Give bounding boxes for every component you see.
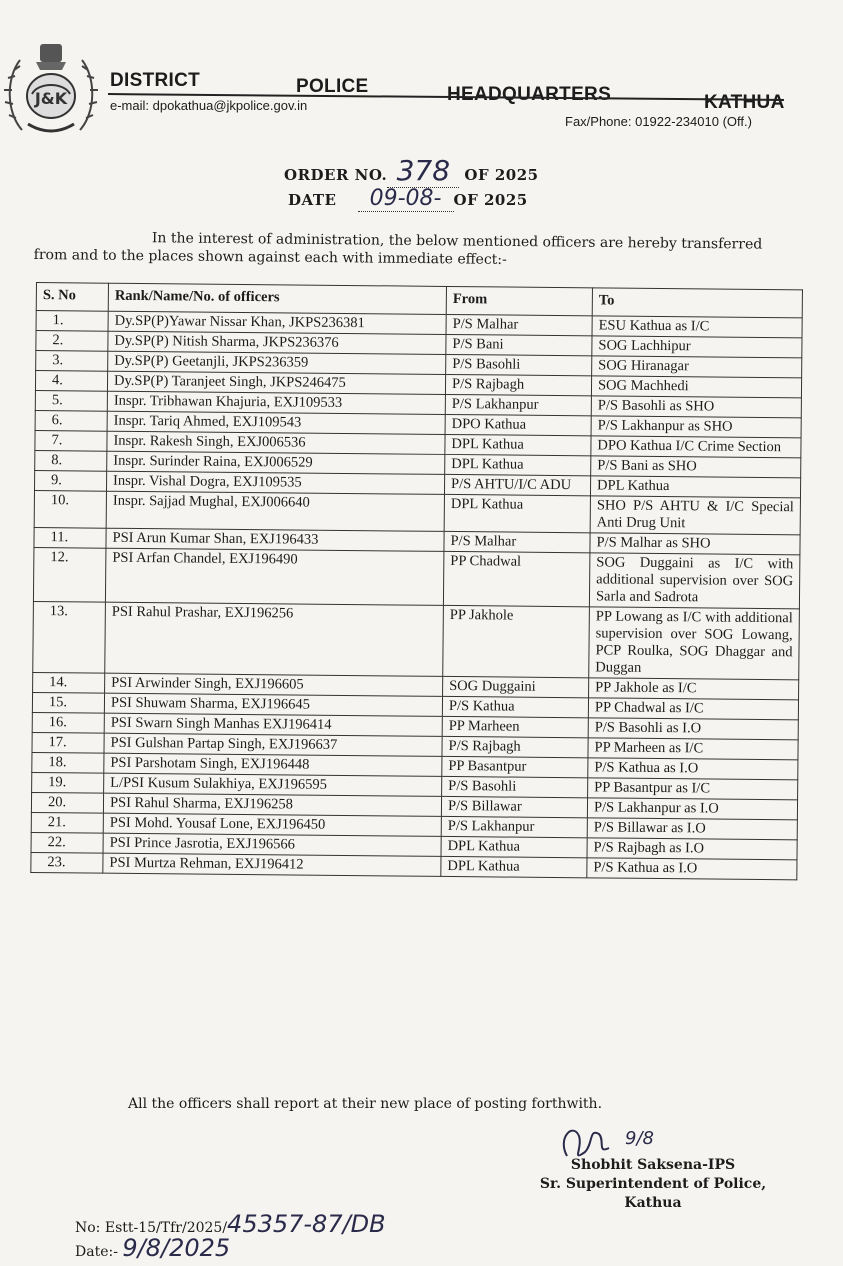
row-sno: 5. [35,390,107,411]
signature-date: 9/8 [625,1128,654,1149]
row-to: SHO P/S AHTU & I/C Special Anti Drug Unit [590,496,800,535]
officer-designation: Sr. Superintendent of Police, [539,1176,767,1192]
row-to: SOG Lachhipur [592,336,802,358]
row-sno: 16. [32,712,104,733]
row-from: P/S Rajbagh [442,736,588,757]
row-officer: Dy.SP(P)Yawar Nissar Khan, JKPS236381 [108,311,446,334]
row-from: DPL Kathua [444,494,590,532]
row-from: P/S Rajbagh [445,374,591,395]
row-officer: Inspr. Surinder Raina, EXJ006529 [107,451,445,474]
footer-reference [75,1210,386,1262]
row-to: PP Marheen as I/C [588,738,798,760]
row-sno: 9. [34,470,106,491]
row-from: P/S Lakhanpur [445,394,591,415]
row-sno: 23. [31,852,103,873]
header-email: e-mail: dpokathua@jkpolice.gov.in [110,98,308,113]
row-officer: Inspr. Vishal Dogra, EXJ109535 [106,471,444,494]
row-from: PP Chadwal [443,551,590,606]
footer-date-handwritten: 9/8/2025 [122,1234,231,1262]
row-to: PP Basantpur as I/C [588,778,798,800]
header-district: DISTRICT [110,70,201,91]
table-row [33,601,800,679]
signature-block [538,1156,768,1213]
row-from: P/S AHTU/I/C ADU [444,474,590,495]
row-from: DPO Kathua [445,414,591,435]
header-from: From [446,286,592,315]
row-to: ESU Kathua as I/C [592,316,802,338]
row-to: DPL Kathua [590,476,800,498]
header-name: Rank/Name/No. of officers [108,283,446,314]
row-to: SOG Duggaini as I/C with additional supervision over SOG Sarla and Sadrota [589,553,800,609]
row-officer: Inspr. Rakesh Singh, EXJ006536 [107,431,445,454]
row-officer: PSI Prince Jasrotia, EXJ196566 [103,833,441,856]
intro-paragraph: In the interest of administration, the below mentioned officers are hereby transferred from and to the places shown against each with immediate effect:- [33,230,763,268]
row-from: PP Marheen [442,716,588,737]
row-to: P/S Basohli as SHO [591,396,801,418]
row-sno: 3. [36,351,108,372]
row-from: P/S Basohli [442,776,588,797]
row-sno: 12. [33,547,106,602]
row-sno: 6. [35,410,107,431]
row-from: PP Basantpur [442,756,588,777]
row-sno: 13. [33,601,106,673]
row-from: DPL Kathua [445,454,591,475]
order-date: 09-08- [358,186,454,212]
row-sno: 19. [32,772,104,793]
row-sno: 11. [34,527,106,548]
header-kathua: KATHUA [704,92,785,113]
row-to: P/S Kathua as I.O [587,858,797,880]
row-to: PP Jakhole as I/C [589,678,799,700]
row-to: P/S Billawar as I.O [587,818,797,840]
row-to: P/S Kathua as I.O [588,758,798,780]
header-headquarters: HEADQUARTERS [447,84,612,105]
row-sno: 10. [34,490,106,528]
header-to: To [592,288,802,318]
row-officer: PSI Shuwam Sharma, EXJ196645 [104,693,442,716]
row-from: P/S Kathua [442,696,588,717]
row-sno: 15. [32,692,104,713]
row-from: PP Jakhole [443,605,590,677]
row-officer: Inspr. Sajjad Mughal, EXJ006640 [106,491,444,531]
row-sno: 22. [31,832,103,853]
row-from: P/S Malhar [444,531,590,552]
table-row [33,547,799,608]
row-sno: 2. [36,331,108,352]
row-to: P/S Rajbagh as I.O [587,838,797,860]
row-sno: 21. [31,812,103,833]
row-from: P/S Basohli [446,354,592,375]
row-officer: Dy.SP(P) Taranjeet Singh, JKPS246475 [107,371,445,394]
row-to: DPO Kathua I/C Crime Section [591,436,801,458]
row-officer: PSI Arfan Chandel, EXJ196490 [105,548,444,605]
row-to: P/S Malhar as SHO [590,533,800,555]
row-to: PP Chadwal as I/C [588,698,798,720]
row-from: DPL Kathua [445,434,591,455]
row-from: P/S Bani [446,334,592,355]
row-to: SOG Hiranagar [592,356,802,378]
date-label: DATE [288,191,337,209]
date-year: OF 2025 [453,191,528,209]
row-from: DPL Kathua [441,836,587,857]
order-number-line [284,154,539,188]
header-sno: S. No [36,283,108,312]
row-officer: PSI Rahul Prashar, EXJ196256 [105,602,444,676]
row-officer: PSI Arun Kumar Shan, EXJ196433 [106,528,444,551]
row-to: PP Lowang as I/C with additional supervision over SOG Lowang, PCP Roulka, SOG Dhaggar and Duggan [589,607,800,680]
officer-place: Kathua [624,1195,682,1211]
row-officer: Dy.SP(P) Nitish Sharma, JKPS236376 [108,331,446,354]
row-from: P/S Lakhanpur [441,816,587,837]
row-officer: Inspr. Tariq Ahmed, EXJ109543 [107,411,445,434]
closing-statement: All the officers shall report at their new place of posting forthwith. [128,1096,603,1112]
order-label: ORDER NO. [284,166,388,184]
row-from: DPL Kathua [441,856,587,877]
order-year: OF 2025 [464,166,539,184]
row-sno: 8. [35,450,107,471]
row-sno: 17. [32,732,104,753]
order-number: 378 [387,154,459,188]
footer-date-label: Date:- [75,1244,118,1260]
row-sno: 1. [36,311,108,332]
row-to: SOG Machhedi [591,376,801,398]
row-officer: PSI Arwinder Singh, EXJ196605 [105,673,443,696]
svg-text:J&K: J&K [34,89,68,108]
row-officer: PSI Murtza Rehman, EXJ196412 [103,853,441,876]
row-officer: Inspr. Tribhawan Khajuria, EXJ109533 [107,391,445,414]
row-sno: 18. [32,752,104,773]
row-officer: L/PSI Kusum Sulakhiya, EXJ196595 [104,773,442,796]
row-sno: 14. [33,672,105,693]
row-officer: PSI Swarn Singh Manhas EXJ196414 [104,713,442,736]
row-sno: 20. [31,792,103,813]
row-sno: 4. [35,371,107,392]
row-from: P/S Billawar [441,796,587,817]
row-officer: PSI Mohd. Yousaf Lone, EXJ196450 [103,813,441,836]
row-from: SOG Duggaini [443,676,589,697]
row-to: P/S Bani as SHO [591,456,801,478]
officer-name: Shobhit Saksena-IPS [570,1157,736,1173]
transfer-table [30,282,803,880]
jk-police-emblem [2,38,100,140]
order-date-line [288,186,528,212]
row-to: P/S Basohli as I.O [588,718,798,740]
row-officer: PSI Parshotam Singh, EXJ196448 [104,753,442,776]
row-to: P/S Lakhanpur as SHO [591,416,801,438]
row-officer: Dy.SP(P) Geetanjli, JKPS236359 [108,351,446,374]
footer-no-label: No: Estt-15/Tfr/2025/ [75,1220,228,1236]
row-officer: PSI Gulshan Partap Singh, EXJ196637 [104,733,442,756]
footer-no-handwritten: 45357-87/DB [227,1210,386,1238]
row-from: P/S Malhar [446,314,592,335]
row-officer: PSI Rahul Sharma, EXJ196258 [103,793,441,816]
row-sno: 7. [35,430,107,451]
row-to: P/S Lakhanpur as I.O [587,798,797,820]
header-police: POLICE [296,76,369,97]
header-fax: Fax/Phone: 01922-234010 (Off.) [565,114,752,129]
